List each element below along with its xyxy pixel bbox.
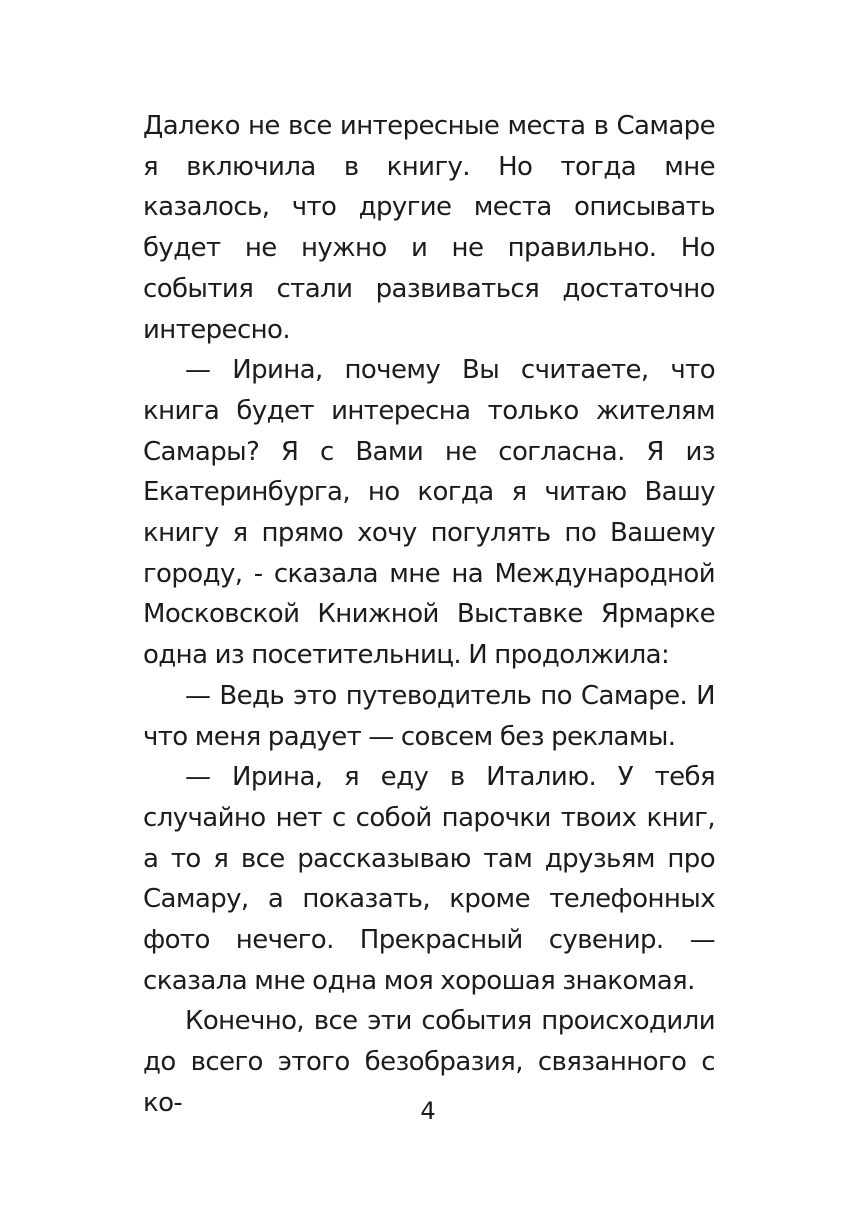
paragraph-1: Далеко не все интересные места в Самаре я включила в книгу. Но тогда мне казалось, что другие места описывать будет не нужно и не правильно. Но события стали развиваться достаточно интересно.: [143, 111, 715, 345]
paragraph-4: — Ирина, я еду в Италию. У тебя случайно нет с собой парочки твоих книг, а то я все рассказываю там друзьям про Самару, а показать, кроме телефонных фото нечего. Прекрасный сувенир. — сказала мне одна моя хорошая знакомая.: [143, 762, 715, 996]
paragraph-5: Конечно, все эти события происходили до всего этого безобразия, связанного с ко-: [143, 1006, 715, 1118]
paragraph-3: — Ведь это путеводитель по Самаре. И что меня радует — совсем без рекламы.: [143, 680, 715, 752]
page-number: 4: [420, 1097, 436, 1125]
paragraph-2: — Ирина, почему Вы считаете, что книга будет интересна только жителям Самары? Я с Вами не согласна. Я из Екатеринбурга, но когда я читаю Вашу книгу я прямо хочу погулять по Вашему городу, - сказала мне на Международной Московской Книжной Выставке Ярмарке одна из посетительниц. И продолжила:: [143, 355, 715, 671]
body-text: [143, 106, 715, 1124]
